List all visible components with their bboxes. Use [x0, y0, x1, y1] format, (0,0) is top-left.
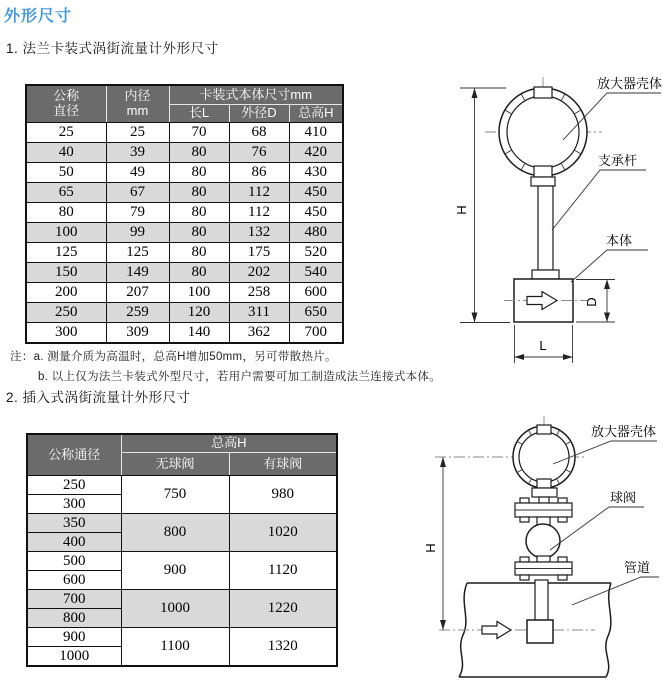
table1-cell: 80: [169, 143, 229, 163]
table1-cell: 309: [106, 323, 169, 344]
table2-no-valve-cell: 900: [121, 552, 229, 590]
table2-body: [27, 476, 337, 667]
table1-row: [26, 323, 343, 344]
amplifier-housing-inner: [507, 96, 579, 168]
table2-size-cell: 350: [27, 514, 121, 533]
table1-cell: 430: [289, 163, 343, 183]
table1-row: [26, 203, 343, 223]
table1-cell: 362: [229, 323, 289, 344]
bolt-cap: [558, 498, 567, 503]
header-line: mm: [126, 103, 149, 118]
table2-row: [27, 514, 337, 533]
table1-cell: 125: [26, 243, 106, 263]
housing-bottom-block: [534, 166, 552, 177]
table1-row: [26, 303, 343, 323]
table1-row: [26, 283, 343, 303]
table1-cell: 202: [229, 263, 289, 283]
table1-cell: 80: [169, 203, 229, 223]
table1-row: [26, 143, 343, 163]
probe-block: [527, 620, 553, 643]
table1-cell: 140: [169, 323, 229, 344]
table1-header-total-height: 总高H: [289, 105, 343, 123]
h-arrow-down: [440, 620, 446, 630]
section1-heading: 1. 法兰卡装式涡街流量计外形尺寸: [6, 41, 219, 56]
support-rod-leader-line: [552, 170, 646, 230]
d-arrow-up: [604, 280, 610, 290]
table1-cell: 80: [169, 183, 229, 203]
table2-no-valve-cell: 750: [121, 476, 229, 514]
table1-header-outer-diameter: 外径D: [229, 105, 289, 123]
table1-cell: 410: [289, 123, 343, 143]
bolt-cap: [558, 557, 567, 562]
table1-cell: 540: [289, 263, 343, 283]
table1-cell: 25: [106, 123, 169, 143]
table1-header-row1: [26, 85, 343, 105]
table1-cell: 258: [229, 283, 289, 303]
table2-size-cell: 400: [27, 533, 121, 552]
body-leader-line: [571, 250, 648, 282]
insertion-type-dimension-table: [26, 433, 338, 667]
support-rod-label: 支承杆: [598, 153, 638, 168]
table1-cell: 112: [229, 203, 289, 223]
table2-size-cell: 900: [27, 628, 121, 647]
table2-with-valve-cell: 1020: [229, 514, 337, 552]
amplifier-housing-inner: [519, 432, 569, 482]
table2-with-valve-cell: 980: [229, 476, 337, 514]
table1-cell: 175: [229, 243, 289, 263]
amplifier-housing-label: 放大器壳体: [597, 76, 663, 91]
flange-type-diagram: [430, 55, 663, 365]
h-arrow-up: [440, 457, 446, 467]
table1-cell: 99: [106, 223, 169, 243]
valve-neck-bottom: [537, 556, 550, 562]
table1-cell: 80: [169, 243, 229, 263]
table1-cell: 39: [106, 143, 169, 163]
table1-cell: 150: [26, 263, 106, 283]
table1-cell: 67: [106, 183, 169, 203]
table2-size-cell: 800: [27, 609, 121, 628]
ball-valve-body: [526, 524, 560, 558]
support-rod: [538, 186, 553, 270]
table2-size-cell: 500: [27, 552, 121, 571]
table2-header-with-valve: 有球阀: [229, 453, 337, 476]
table1-cell: 49: [106, 163, 169, 183]
table1-cell: 100: [169, 283, 229, 303]
dim-label-d: D: [584, 297, 599, 307]
bolt-cap: [558, 517, 567, 522]
table1-cell: 50: [26, 163, 106, 183]
flange-type-dimension-table: [25, 84, 344, 344]
bolt-cap: [520, 575, 529, 580]
table2-no-valve-cell: 1000: [121, 590, 229, 628]
table1-cell: 450: [289, 203, 343, 223]
table1-body: [26, 123, 343, 344]
insertion-stem: [535, 580, 548, 620]
dim-label-h: H: [423, 543, 438, 553]
housing-top-block: [537, 425, 551, 434]
table1-cell: 100: [26, 223, 106, 243]
table1-cell: 76: [229, 143, 289, 163]
bolt-cap: [520, 557, 529, 562]
table1-cell: 80: [169, 223, 229, 243]
table1-cell: 70: [169, 123, 229, 143]
table1-row: [26, 163, 343, 183]
l-arrow-right: [563, 354, 573, 360]
table2-row: [27, 590, 337, 609]
l-arrow-left: [515, 354, 525, 360]
insertion-type-diagram: [425, 400, 663, 683]
rod-collar: [531, 177, 555, 186]
dim-label-l: L: [539, 338, 547, 353]
table1-cell: 311: [229, 303, 289, 323]
note-line-b: b. 以上仅为法兰卡装式外型尺寸，若用户需要可加工制造成法兰连接式本体。: [38, 371, 442, 383]
table1-cell: 149: [106, 263, 169, 283]
table2-size-cell: 1000: [27, 647, 121, 667]
table1-cell: 450: [289, 183, 343, 203]
table1-cell: 80: [26, 203, 106, 223]
table1-cell: 420: [289, 143, 343, 163]
table1-cell: 86: [229, 163, 289, 183]
table1-cell: 80: [169, 263, 229, 283]
section2-heading: 2. 插入式涡街流量计外形尺寸: [6, 390, 191, 405]
housing-bottom-block: [537, 479, 551, 488]
table1-row: [26, 223, 343, 243]
table1-cell: 207: [106, 283, 169, 303]
table1-cell: 112: [229, 183, 289, 203]
h-arrow-down: [472, 313, 478, 323]
table1-cell: 79: [106, 203, 169, 223]
table1-cell: 259: [106, 303, 169, 323]
table1-cell: 120: [169, 303, 229, 323]
table2-no-valve-cell: 800: [121, 514, 229, 552]
table1-cell: 200: [26, 283, 106, 303]
body-neck: [532, 270, 559, 279]
table1-cell: 480: [289, 223, 343, 243]
table1-cell: 125: [106, 243, 169, 263]
table1-cell: 650: [289, 303, 343, 323]
table1-cell: 600: [289, 283, 343, 303]
ball-valve-label: 球阀: [610, 490, 637, 505]
table2-with-valve-cell: 1220: [229, 590, 337, 628]
upper-neck: [539, 497, 549, 503]
table1-cell: 65: [26, 183, 106, 203]
dim-label-h: H: [454, 205, 469, 215]
flow-direction-arrow: [482, 622, 511, 639]
bolt-cap: [558, 575, 567, 580]
table2-with-valve-cell: 1120: [229, 552, 337, 590]
table1-cell: 40: [26, 143, 106, 163]
table1-row: [26, 123, 343, 143]
table2-with-valve-cell: 1320: [229, 628, 337, 667]
table1-header-group: 卡装式本体尺寸mm: [169, 85, 343, 105]
table2-row: [27, 476, 337, 495]
table1-cell: 25: [26, 123, 106, 143]
housing-collar: [532, 488, 557, 497]
table2-size-cell: 700: [27, 590, 121, 609]
table2-header-no-valve: 无球阀: [121, 453, 229, 476]
table2-header-nominal: 公称通径: [27, 434, 121, 476]
table1-row: [26, 263, 343, 283]
table2-size-cell: 600: [27, 571, 121, 590]
note-line-a: 注：a. 测量介质为高温时，总高H增加50mm，另可带散热片。: [10, 351, 337, 363]
table1-header-nominal: [26, 85, 106, 123]
pipe-leader-line: [572, 577, 659, 605]
page-title: 外形尺寸: [4, 8, 73, 25]
pipe-label: 管道: [624, 560, 651, 575]
table2-size-cell: 250: [27, 476, 121, 495]
table1-cell: 68: [229, 123, 289, 143]
bolt-cap: [520, 517, 529, 522]
h-arrow-up: [472, 88, 478, 98]
table2-row: [27, 628, 337, 647]
table1-cell: 700: [289, 323, 343, 344]
table2-header-row1: [27, 434, 337, 453]
table1-cell: 300: [26, 323, 106, 344]
bolt-cap: [520, 498, 529, 503]
header-line: 内径: [124, 88, 151, 104]
d-arrow-down: [604, 313, 610, 323]
housing-top-block: [534, 87, 552, 98]
table1-row: [26, 243, 343, 263]
table1-cell: 132: [229, 223, 289, 243]
table2-size-cell: 300: [27, 495, 121, 514]
table1-cell: 80: [169, 163, 229, 183]
table1-header-length: 长L: [169, 105, 229, 123]
table1-cell: 250: [26, 303, 106, 323]
table1-row: [26, 183, 343, 203]
header-line: 直径: [53, 103, 80, 118]
body-label: 本体: [606, 233, 633, 248]
table2-no-valve-cell: 1100: [121, 628, 229, 667]
amplifier-housing-label: 放大器壳体: [591, 424, 657, 439]
table1-header-inner-diameter: [106, 85, 169, 123]
table1-cell: 520: [289, 243, 343, 263]
header-line: 公称: [53, 88, 80, 104]
table2-header-group: 总高H: [121, 434, 337, 453]
table2-row: [27, 552, 337, 571]
